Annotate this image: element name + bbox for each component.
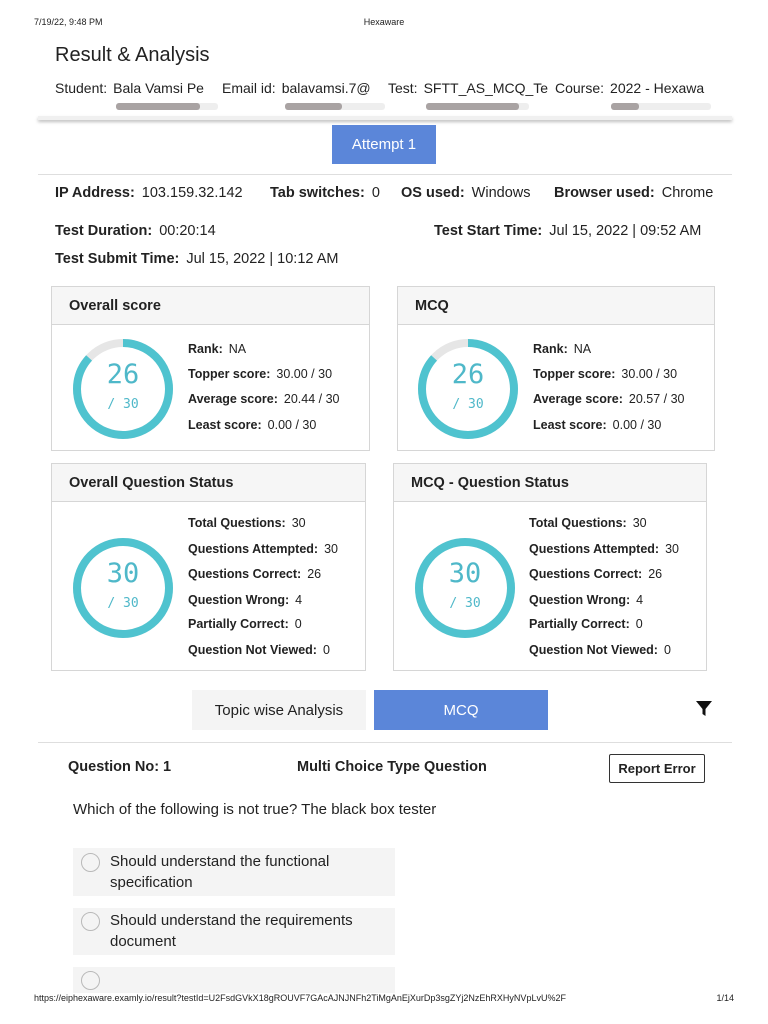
- email-scrollbar[interactable]: [285, 103, 385, 110]
- mcq-question-status-card: [393, 463, 707, 671]
- stat-topper: Topper score: 30.00 / 30: [533, 367, 678, 381]
- info-scrollbars: [0, 103, 768, 111]
- ip-label: IP Address:: [55, 185, 135, 201]
- test-duration: [55, 223, 216, 239]
- option-3[interactable]: [73, 967, 395, 993]
- course-value: 2022 - Hexawa: [610, 80, 705, 96]
- stat-average: Average score: 20.44 / 30: [188, 392, 340, 406]
- tab-switches: [270, 185, 380, 201]
- test-scrollbar[interactable]: [426, 103, 529, 110]
- card-title: MCQ: [398, 287, 714, 325]
- report-error-button[interactable]: Report Error: [609, 754, 705, 783]
- stat-rank: Rank: NA: [533, 342, 592, 356]
- student-info: [55, 80, 219, 96]
- test-start-time: [434, 223, 701, 239]
- stat-wrong: Question Wrong: 4: [188, 593, 303, 607]
- scrollbar-thumb[interactable]: [116, 103, 200, 110]
- submit-label: Test Submit Time:: [55, 251, 180, 267]
- stat-partial: Partially Correct: 0: [529, 617, 643, 631]
- print-url: https://eiphexaware.examly.io/result?testId=U2FsdGVkX18gROUVF7GAcAJNJNFh2TiMgAnEjXurDp3sgZYj2NzEhRXHyNVpLvU%2F: [34, 993, 566, 1003]
- overall-question-status-card: [51, 463, 366, 671]
- stat-not-viewed: Question Not Viewed: 0: [188, 643, 330, 657]
- overall-status-ring: [70, 535, 176, 641]
- status-total: / 30: [107, 596, 139, 611]
- course-info: [555, 80, 718, 96]
- student-label: Student:: [55, 80, 108, 96]
- start-label: Test Start Time:: [434, 223, 543, 239]
- ip-value: 103.159.32.142: [141, 185, 243, 201]
- email-label: Email id:: [222, 80, 276, 96]
- option-text: Should understand the functional specification: [110, 853, 330, 891]
- option-text: Should understand the requirements document: [110, 912, 353, 950]
- question-number: Question No: 1: [68, 759, 172, 775]
- card-title: MCQ - Question Status: [394, 464, 706, 502]
- score-value: 26: [106, 359, 140, 390]
- student-scrollbar[interactable]: [116, 103, 218, 110]
- tab-topic-wise-analysis[interactable]: Topic wise Analysis: [192, 690, 366, 730]
- scrollbar-thumb[interactable]: [611, 103, 639, 110]
- status-value: 30: [106, 558, 140, 589]
- radio-icon[interactable]: [81, 853, 100, 872]
- status-total: / 30: [449, 596, 481, 611]
- option-1[interactable]: [73, 848, 395, 896]
- radio-icon[interactable]: [81, 912, 100, 931]
- ip-address: [55, 185, 243, 201]
- test-label: Test:: [388, 80, 418, 96]
- print-page-number: 1/14: [716, 993, 734, 1003]
- stat-least: Least score: 0.00 / 30: [188, 418, 317, 432]
- stat-attempted: Questions Attempted: 30: [529, 542, 680, 556]
- test-info: [388, 80, 553, 96]
- submit-value: Jul 15, 2022 | 10:12 AM: [186, 251, 339, 267]
- stat-wrong: Question Wrong: 4: [529, 593, 644, 607]
- option-2[interactable]: [73, 908, 395, 955]
- browser-used: [554, 185, 713, 201]
- radio-icon[interactable]: [81, 971, 100, 990]
- print-footer: [0, 993, 768, 1007]
- print-site-title: Hexaware: [363, 17, 405, 27]
- card-title: Overall score: [52, 287, 369, 325]
- start-value: Jul 15, 2022 | 09:52 AM: [549, 223, 702, 239]
- print-header: [0, 17, 768, 31]
- stat-average: Average score: 20.57 / 30: [533, 392, 685, 406]
- scrollbar-thumb[interactable]: [285, 103, 342, 110]
- overall-score-card: [51, 286, 370, 451]
- os-label: OS used:: [401, 185, 465, 201]
- duration-value: 00:20:14: [159, 223, 216, 239]
- stat-partial: Partially Correct: 0: [188, 617, 302, 631]
- stat-correct: Questions Correct: 26: [188, 567, 322, 581]
- overall-score-ring: [70, 336, 176, 442]
- student-value: Bala Vamsi Pe: [113, 80, 204, 96]
- browser-value: Chrome: [661, 185, 714, 201]
- question-text: Which of the following is not true? The black box tester: [73, 801, 437, 818]
- question-type: Multi Choice Type Question: [297, 759, 487, 775]
- stat-total-questions: Total Questions: 30: [529, 516, 647, 530]
- mcq-status-ring: [412, 535, 518, 641]
- course-label: Course:: [555, 80, 605, 96]
- stat-not-viewed: Question Not Viewed: 0: [529, 643, 671, 657]
- page-title: Result & Analysis: [55, 44, 210, 66]
- score-total: / 30: [107, 397, 139, 412]
- course-scrollbar[interactable]: [611, 103, 711, 110]
- test-value: SFTT_AS_MCQ_Te: [423, 80, 549, 96]
- stat-attempted: Questions Attempted: 30: [188, 542, 339, 556]
- duration-label: Test Duration:: [55, 223, 153, 239]
- stat-correct: Questions Correct: 26: [529, 567, 663, 581]
- scrollbar-thumb[interactable]: [426, 103, 519, 110]
- status-value: 30: [448, 558, 482, 589]
- mcq-score-card: [397, 286, 715, 451]
- print-date: 7/19/22, 9:48 PM: [34, 17, 103, 27]
- header-divider: [38, 116, 732, 120]
- stat-least: Least score: 0.00 / 30: [533, 418, 662, 432]
- tab-mcq[interactable]: MCQ: [374, 690, 548, 730]
- student-info-row: [55, 80, 725, 100]
- stat-total-questions: Total Questions: 30: [188, 516, 306, 530]
- divider: [38, 174, 732, 175]
- os-value: Windows: [471, 185, 531, 201]
- attempt-tab[interactable]: Attempt 1: [332, 125, 436, 164]
- mcq-score-ring: [415, 336, 521, 442]
- tab-switches-value: 0: [371, 185, 380, 201]
- stat-rank: Rank: NA: [188, 342, 247, 356]
- os-used: [401, 185, 530, 201]
- browser-label: Browser used:: [554, 185, 655, 201]
- email-value: balavamsi.7@: [281, 80, 371, 96]
- email-info: [222, 80, 384, 96]
- test-submit-time: [55, 251, 338, 267]
- tab-switches-label: Tab switches:: [270, 185, 365, 201]
- card-title: Overall Question Status: [52, 464, 365, 502]
- score-value: 26: [451, 359, 485, 390]
- stat-topper: Topper score: 30.00 / 30: [188, 367, 333, 381]
- score-total: / 30: [452, 397, 484, 412]
- filter-icon[interactable]: [695, 700, 713, 718]
- divider: [38, 742, 732, 743]
